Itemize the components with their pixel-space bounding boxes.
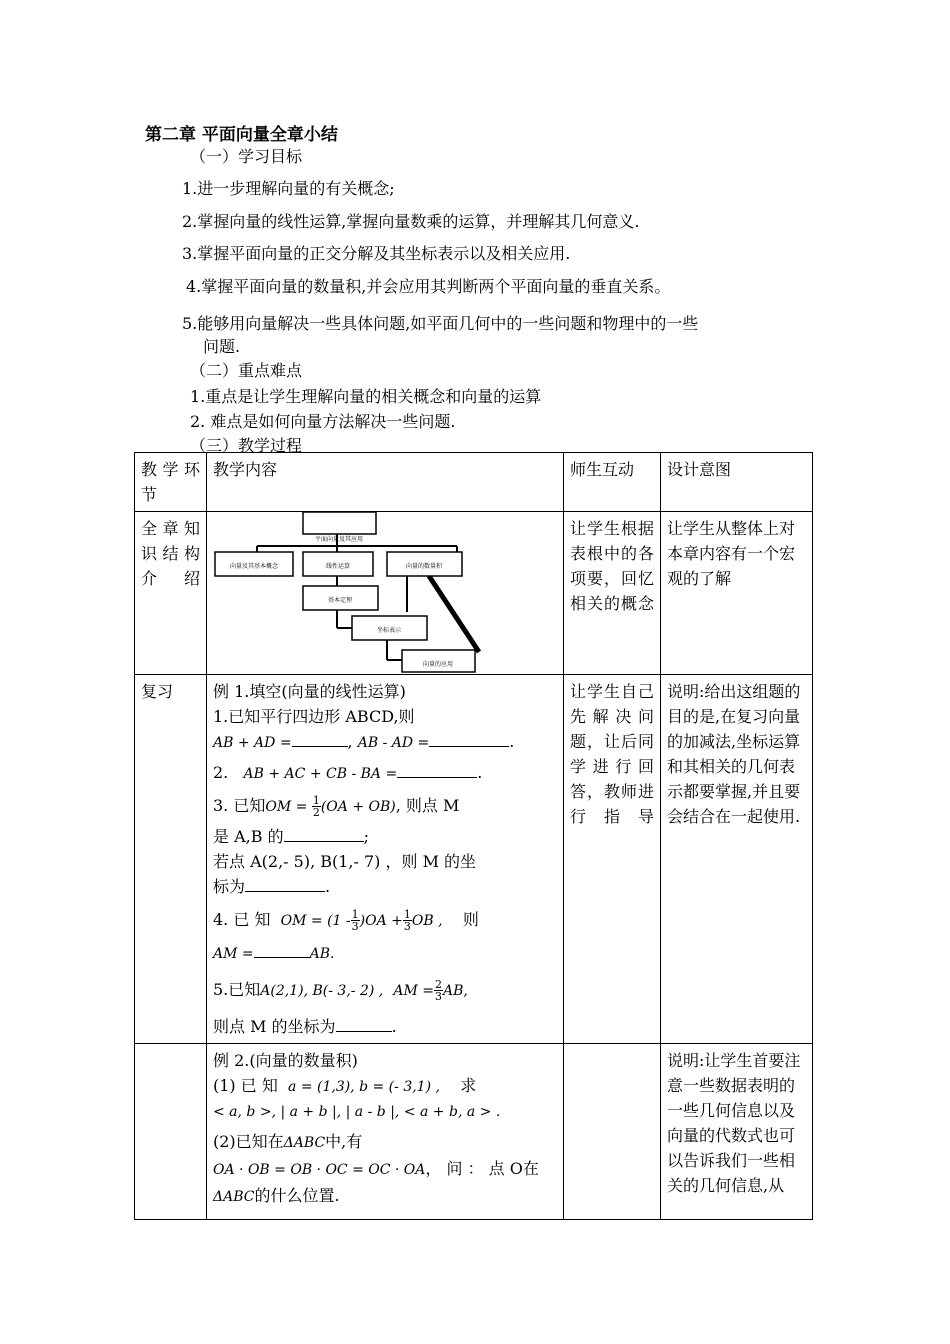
example-1-title: 例 1.填空(向量的线性运算) xyxy=(213,682,406,701)
review-content xyxy=(207,675,564,1044)
goals-heading: （一）学习目标 xyxy=(190,147,303,166)
teaching-process-table xyxy=(134,452,813,1220)
q4: 4. 已 知 OM = (1 - $\frac{1}{3}$ )OA + $\frac{1}{3}$ OB , 则 xyxy=(213,908,479,933)
intent-dot-product: 说明:让学生首要注意一些数据表明的一些几何信息以及向量的代数式也可以告诉我们一些相关的几何信息,从 xyxy=(661,1044,813,1220)
key-point-2: 2. 难点是如何向量方法解决一些问题. xyxy=(190,412,456,431)
diagram-node-coord-label: 坐标表示 xyxy=(376,627,402,634)
diagram-root-label: 平面向量及其应用 xyxy=(314,536,364,543)
q5: 5.已知A(2,1), B(- 3,- 2) , AM = $\frac{2}{3}$ AB, xyxy=(213,978,468,1003)
goal-4: 4.掌握平面向量的数量积,并会应用其判断两个平面向量的垂直关系。 xyxy=(186,277,671,296)
page-title: 第二章 平面向量全章小结 xyxy=(145,125,338,145)
knowledge-structure-diagram xyxy=(207,512,563,674)
header-stage: 教 学 环节 xyxy=(135,453,207,512)
goal-3: 3.掌握平面向量的正交分解及其坐标表示以及相关应用. xyxy=(182,244,571,263)
table-row-dot-product xyxy=(135,1044,813,1220)
example-2-title: 例 2.(向量的数量积) xyxy=(213,1051,358,1070)
q2: 2. AB + AC + CB - BA = . xyxy=(213,763,483,782)
intent-structure: 让学生从整体上对本章内容有一个宏观的了解 xyxy=(661,512,813,675)
table-row-structure xyxy=(135,512,813,675)
goal-5-cont: 问题. xyxy=(203,337,241,356)
stage-dot-product xyxy=(135,1044,207,1220)
p2-line3: ΔABC的什么位置. xyxy=(213,1186,340,1205)
header-interaction: 师生互动 xyxy=(564,453,661,512)
intent-review: 说明:给出这组题的目的是,在复习向量的加减法,坐标运算和其相关的几何表示都要掌握,并且要会结合在一起使用. xyxy=(661,675,813,1044)
q5-line2: 则点 M 的坐标为 . xyxy=(213,1017,397,1036)
key-point-1: 1.重点是让学生理解向量的相关概念和向量的运算 xyxy=(190,387,542,406)
key-heading: （二）重点难点 xyxy=(190,361,303,380)
interaction-structure: 让学生根据表根中的各项要，回忆相关的概念 xyxy=(564,512,661,675)
p1: (1) 已 知 a = (1,3), b = (- 3,1) , 求 xyxy=(213,1076,477,1095)
p1-line2: < a, b >, | a + b |, | a - b |, < a + b, a > . xyxy=(213,1104,501,1120)
diagram-node-theorem-label: 基本定理 xyxy=(327,597,353,604)
diagram-root xyxy=(303,512,376,534)
q3: 3. 已知OM = $\frac{1}{2}$ (OA + OB), 则点 M xyxy=(213,794,460,819)
stage-structure: 全 章 知 识 结 构 介绍 xyxy=(135,512,207,675)
stage-review: 复习 xyxy=(135,675,207,1044)
q1-exprs: AB + AD = , AB - AD = . xyxy=(213,732,515,751)
goal-2: 2.掌握向量的线性运算,掌握向量数乘的运算，并理解其几何意义. xyxy=(182,212,640,231)
p2-line2: OA · OB = OB · OC = OC · OA， 问 ： 点 O在 xyxy=(213,1159,539,1178)
structure-diagram-cell xyxy=(207,512,564,675)
table-header-row xyxy=(135,453,813,512)
q3-line4: 标为 . xyxy=(213,877,331,896)
diagram-node-dot-label: 向量的数量积 xyxy=(405,563,443,570)
header-intent: 设计意图 xyxy=(661,453,813,512)
goal-5: 5.能够用向量解决一些具体问题,如平面几何中的一些问题和物理中的一些 xyxy=(182,314,699,333)
interaction-review: 让学生自己先解决问题，让后同学进行回答，教师进行指导 xyxy=(564,675,661,1044)
process-heading: （三）教学过程 xyxy=(190,436,303,455)
table-row-review xyxy=(135,675,813,1044)
q1-text: 1.已知平行四边形 ABCD,则 xyxy=(213,707,415,726)
q3-line3: 若点 A(2,- 5), B(1,- 7) ，则 M 的坐 xyxy=(213,852,477,871)
goal-1: 1.进一步理解向量的有关概念; xyxy=(182,179,395,198)
p2: (2)已知在ΔABC中,有 xyxy=(213,1132,363,1151)
q3-line2: 是 A,B 的 ; xyxy=(213,827,369,846)
header-content: 教学内容 xyxy=(207,453,564,512)
diagram-node-linear-label: 线性运算 xyxy=(325,563,351,570)
q4-line2: AM = AB. xyxy=(213,946,335,962)
diagram-node-concepts-label: 向量及其基本概念 xyxy=(229,563,279,570)
dot-product-content xyxy=(207,1044,564,1220)
diagram-node-apply-label: 向量的应用 xyxy=(422,661,454,668)
interaction-dot-product xyxy=(564,1044,661,1220)
